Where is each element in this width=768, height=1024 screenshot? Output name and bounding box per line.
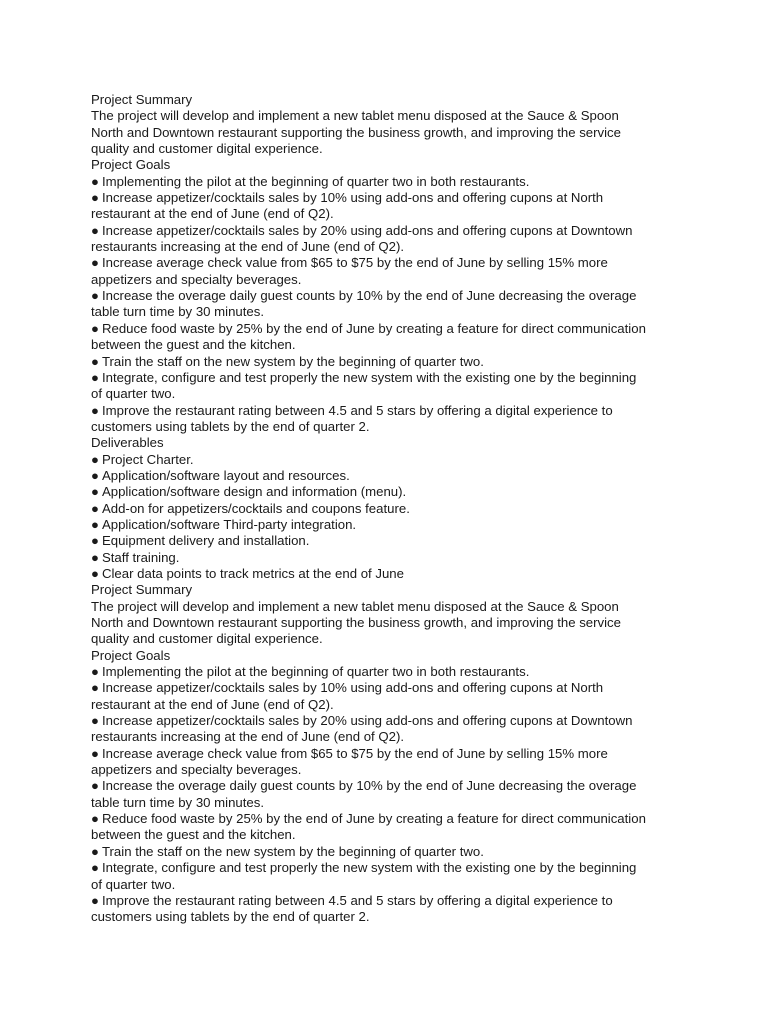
goal-text: Reduce food waste by 25% by the end of June by creating a feature for direct communication between the guest and the kitchen. (91, 811, 646, 843)
goal-text: Increase average check value from $65 to $75 by the end of June by selling 15% more appetizers and specialty beverages. (91, 745, 608, 778)
bullet-icon: ● (91, 892, 99, 908)
bullet-icon: ● (91, 190, 99, 206)
bullet-icon: ● (91, 288, 99, 304)
summary-heading: Project Summary (91, 582, 193, 598)
deliverable-text: Application/software Third-party integration. (101, 516, 357, 532)
goal-item (91, 190, 651, 223)
goal-item (91, 288, 651, 321)
bullet-icon: ● (91, 811, 99, 827)
bullet-icon: ● (91, 778, 99, 794)
bullet-icon: ● (91, 500, 99, 516)
goal-text: Increase appetizer/cocktails sales by 10% using add-ons and offering cupons at North restaurant at the end of June (end of Q2). (91, 190, 604, 222)
deliverable-item (91, 452, 651, 468)
goal-text: Train the staff on the new system by the beginning of quarter two. (101, 353, 484, 369)
goal-item (91, 174, 651, 190)
goal-item (91, 664, 651, 680)
goals-heading: Project Goals (91, 157, 171, 173)
goal-text: Integrate, configure and test properly the new system with the existing one by the beginning of quarter two. (91, 369, 637, 402)
summary-paragraph: The project will develop and implement a new tablet menu disposed at the Sauce & Spoon North and Downtown restaurant supporting the business growth, and improving the service quality and customer digital experience. (91, 108, 621, 157)
deliverable-item (91, 468, 651, 484)
bullet-icon: ● (91, 664, 99, 680)
bullet-icon: ● (91, 402, 99, 418)
goal-text: Improve the restaurant rating between 4.5 and 5 stars by offering a digital experience to customers using tablets by the end of quarter 2. (91, 892, 613, 925)
bullet-icon: ● (91, 549, 99, 565)
document-page (91, 92, 651, 926)
bullet-icon: ● (91, 320, 99, 336)
deliverable-text: Application/software design and information (menu). (101, 484, 407, 500)
goal-item (91, 893, 651, 926)
deliverable-item (91, 566, 651, 582)
bullet-icon: ● (91, 533, 99, 549)
bullet-icon: ● (91, 451, 99, 467)
goal-text: Improve the restaurant rating between 4.5 and 5 stars by offering a digital experience to customers using tablets by the end of quarter 2. (91, 402, 613, 434)
bullet-icon: ● (91, 745, 99, 761)
goal-item (91, 370, 651, 403)
goal-text: Increase the overage daily guest counts by 10% by the end of June decreasing the overage table turn time by 30 minutes. (91, 778, 637, 810)
goal-text: Train the staff on the new system by the beginning of quarter two. (101, 843, 484, 859)
goal-item (91, 844, 651, 860)
deliverable-item (91, 550, 651, 566)
deliverables-heading: Deliverables (91, 435, 164, 451)
bullet-icon: ● (91, 713, 99, 729)
goal-item (91, 354, 651, 370)
deliverable-text: Project Charter. (101, 451, 194, 467)
goal-text: Integrate, configure and test properly the new system with the existing one by the beginning of quarter two. (91, 860, 637, 892)
goal-text: Implementing the pilot at the beginning of quarter two in both restaurants. (101, 173, 530, 189)
deliverable-item (91, 533, 651, 549)
goal-item (91, 811, 651, 844)
deliverable-item (91, 517, 651, 533)
bullet-icon: ● (91, 353, 99, 369)
goals-heading: Project Goals (91, 647, 171, 663)
goal-item (91, 223, 651, 256)
goal-item (91, 713, 651, 746)
goal-text: Increase appetizer/cocktails sales by 20% using add-ons and offering cupons at Downtown restaurants increasing at the end of June (end of Q2). (91, 222, 633, 255)
bullet-icon: ● (91, 222, 99, 238)
bullet-icon: ● (91, 173, 99, 189)
summary-heading: Project Summary (91, 92, 193, 107)
goal-item (91, 255, 651, 288)
deliverable-item (91, 501, 651, 517)
bullet-icon: ● (91, 467, 99, 483)
bullet-icon: ● (91, 516, 99, 532)
bullet-icon: ● (91, 484, 99, 500)
deliverable-text: Clear data points to track metrics at the end of June (101, 565, 404, 581)
goal-text: Reduce food waste by 25% by the end of June by creating a feature for direct communication between the guest and the kitchen. (91, 320, 646, 353)
goal-item (91, 860, 651, 893)
document-section-2 (91, 582, 651, 925)
goal-text: Increase appetizer/cocktails sales by 10% using add-ons and offering cupons at North restaurant at the end of June (end of Q2). (91, 680, 604, 712)
deliverable-text: Staff training. (101, 549, 180, 565)
bullet-icon: ● (91, 565, 99, 581)
summary-paragraph: The project will develop and implement a new tablet menu disposed at the Sauce & Spoon North and Downtown restaurant supporting the business growth, and improving the service quality and customer digital experience. (91, 598, 621, 647)
deliverable-text: Application/software layout and resources. (101, 467, 350, 483)
deliverable-text: Equipment delivery and installation. (101, 533, 310, 549)
bullet-icon: ● (91, 860, 99, 876)
bullet-icon: ● (91, 255, 99, 271)
bullet-icon: ● (91, 369, 99, 385)
goal-text: Increase the overage daily guest counts by 10% by the end of June decreasing the overage table turn time by 30 minutes. (91, 288, 637, 320)
goal-text: Increase appetizer/cocktails sales by 20% using add-ons and offering cupons at Downtown restaurants increasing at the end of June (end of Q2). (91, 713, 633, 745)
goal-text: Increase average check value from $65 to $75 by the end of June by selling 15% more appetizers and specialty beverages. (91, 255, 608, 287)
bullet-icon: ● (91, 680, 99, 696)
document-section-1 (91, 92, 651, 582)
bullet-icon: ● (91, 843, 99, 859)
deliverable-text: Add-on for appetizers/cocktails and coupons feature. (101, 500, 410, 516)
goal-item (91, 680, 651, 713)
goal-item (91, 321, 651, 354)
goal-item (91, 746, 651, 779)
goal-item (91, 403, 651, 436)
goal-item (91, 778, 651, 811)
deliverable-item (91, 484, 651, 500)
goal-text: Implementing the pilot at the beginning of quarter two in both restaurants. (101, 664, 530, 680)
